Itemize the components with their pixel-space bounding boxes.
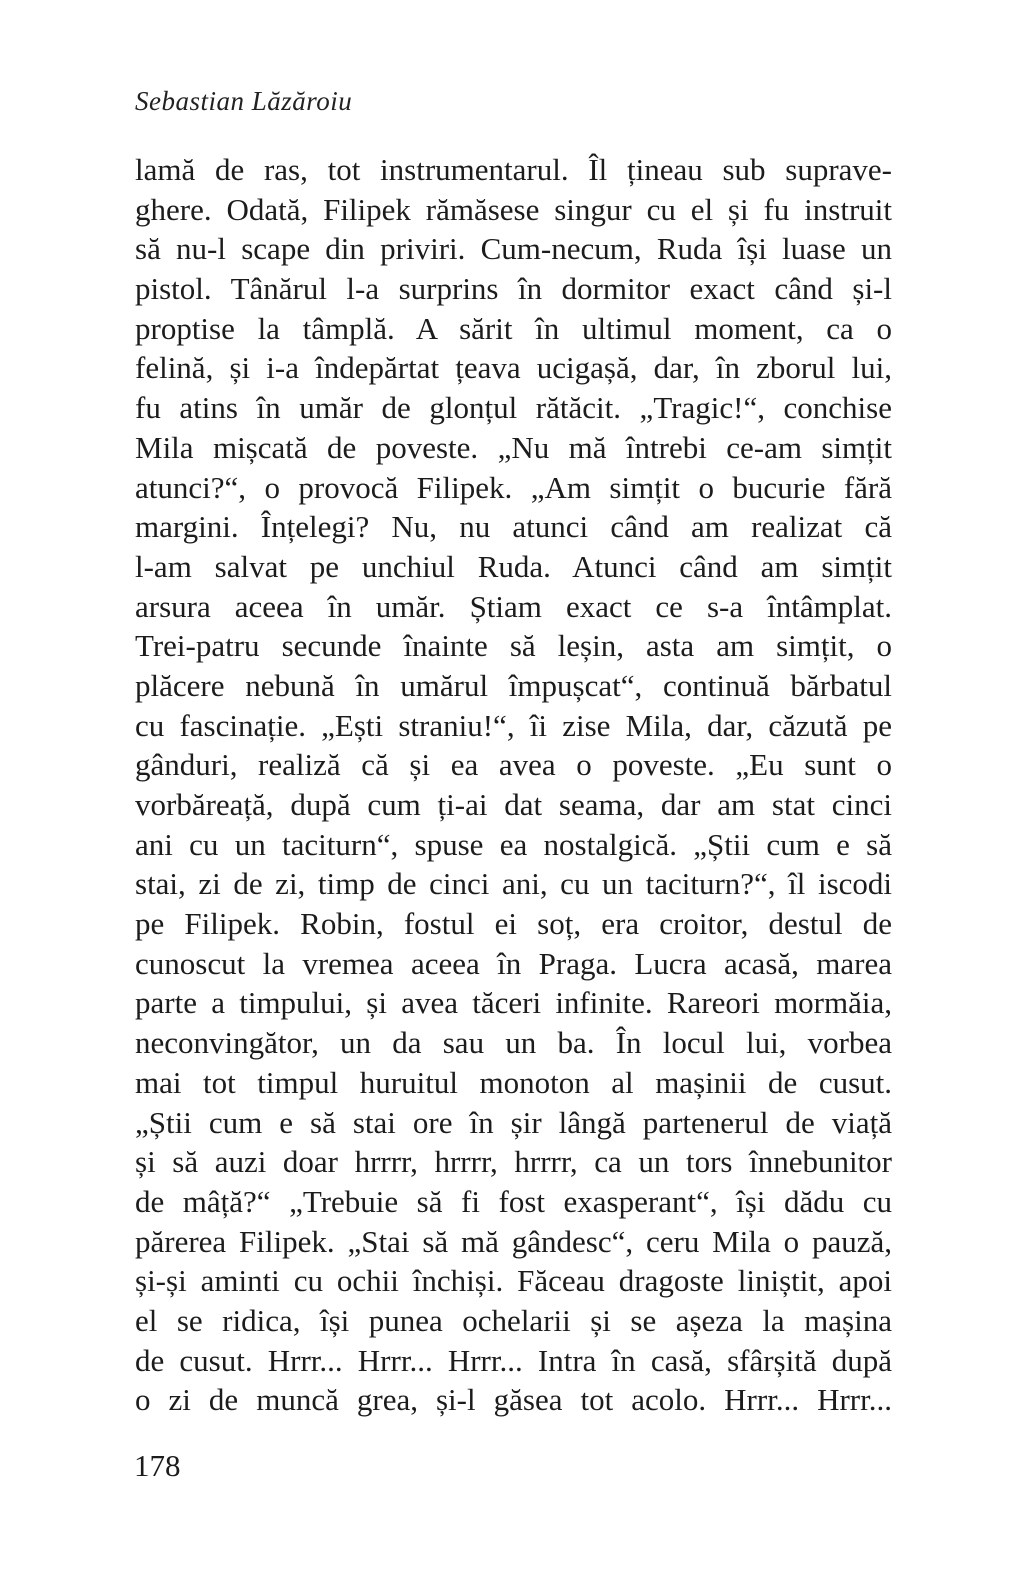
text-line: ani cu un taciturn“, spuse ea nostalgică. „Știi cum e să [135, 826, 892, 862]
page-number: 178 [134, 1448, 181, 1483]
text-line: atunci?“, o provocă Filipek. „Am simțit o bucurie fără [135, 469, 892, 505]
text-line: neconvingător, un da sau un ba. În locul lui, vorbea [135, 1025, 892, 1061]
text-line: parte a timpului, și avea tăceri infinite. Rareori mormăia, [135, 985, 892, 1021]
text-line: de cusut. Hrrr... Hrrr... Hrrr... Intra în casă, sfârșită după [135, 1342, 892, 1378]
text-line: fu atins în umăr de glonțul rătăcit. „Tragic!“, conchise [135, 390, 892, 426]
text-line: l-am salvat pe unchiul Ruda. Atunci când am simțit [135, 548, 892, 584]
body-text [135, 150, 892, 1420]
text-line: gânduri, realiză că și ea avea o poveste. „Eu sunt o [135, 747, 892, 783]
text-line: să nu-l scape din priviri. Cum-necum, Ruda își luase un [135, 231, 892, 267]
text-line: „Știi cum e să stai ore în șir lângă partenerul de viață [135, 1104, 892, 1140]
text-line: părerea Filipek. „Stai să mă gândesc“, ceru Mila o pauză, [135, 1223, 892, 1259]
text-line: plăcere nebună în umărul împușcat“, continuă bărbatul [135, 667, 892, 703]
text-line: cunoscut la vremea aceea în Praga. Lucra acasă, marea [135, 945, 892, 981]
text-line: el se ridica, își punea ochelarii și se așeza la mașina [135, 1302, 892, 1338]
text-line: mai tot timpul huruitul monoton al mașinii de cusut. [135, 1064, 892, 1100]
text-line: felină, și i-a îndepărtat țeava ucigașă, dar, în zborul lui, [135, 350, 892, 386]
text-line: și-și aminti cu ochii închiși. Făceau dragoste liniștit, apoi [135, 1263, 892, 1299]
text-line: arsura aceea în umăr. Știam exact ce s-a întâmplat. [135, 588, 892, 624]
text-line: pe Filipek. Robin, fostul ei soț, era croitor, destul de [135, 906, 892, 942]
text-line: pistol. Tânărul l-a surprins în dormitor exact când și-l [135, 271, 892, 307]
running-header-author: Sebastian Lăzăroiu [135, 86, 353, 116]
text-line: vorbăreață, după cum ți-ai dat seama, dar am stat cinci [135, 787, 892, 822]
text-line: proptise la tâmplă. A sărit în ultimul moment, ca o [135, 310, 892, 346]
text-line: Mila mișcată de poveste. „Nu mă întrebi ce-am simțit [135, 429, 892, 465]
text-line: Trei-patru secunde înainte să leșin, asta am simțit, o [135, 628, 892, 664]
text-line: ghere. Odată, Filipek rămăsese singur cu el și fu instruit [135, 191, 892, 227]
text-line: lamă de ras, tot instrumentarul. Îl țineau sub suprave- [135, 152, 892, 187]
text-line: margini. Înțelegi? Nu, nu atunci când am realizat că [135, 509, 892, 545]
text-line: o zi de muncă grea, și-l găsea tot acolo. Hrrr... Hrrr... [135, 1382, 892, 1418]
text-line: cu fascinație. „Ești straniu!“, îi zise Mila, dar, căzută pe [135, 707, 892, 743]
text-line: și să auzi doar hrrrr, hrrrr, hrrrr, ca un tors înnebunitor [135, 1144, 892, 1180]
text-line: de mâță?“ „Trebuie să fi fost exasperant“, își dădu cu [135, 1183, 892, 1219]
text-line: stai, zi de zi, timp de cinci ani, cu un taciturn?“, îl iscodi [135, 866, 892, 902]
